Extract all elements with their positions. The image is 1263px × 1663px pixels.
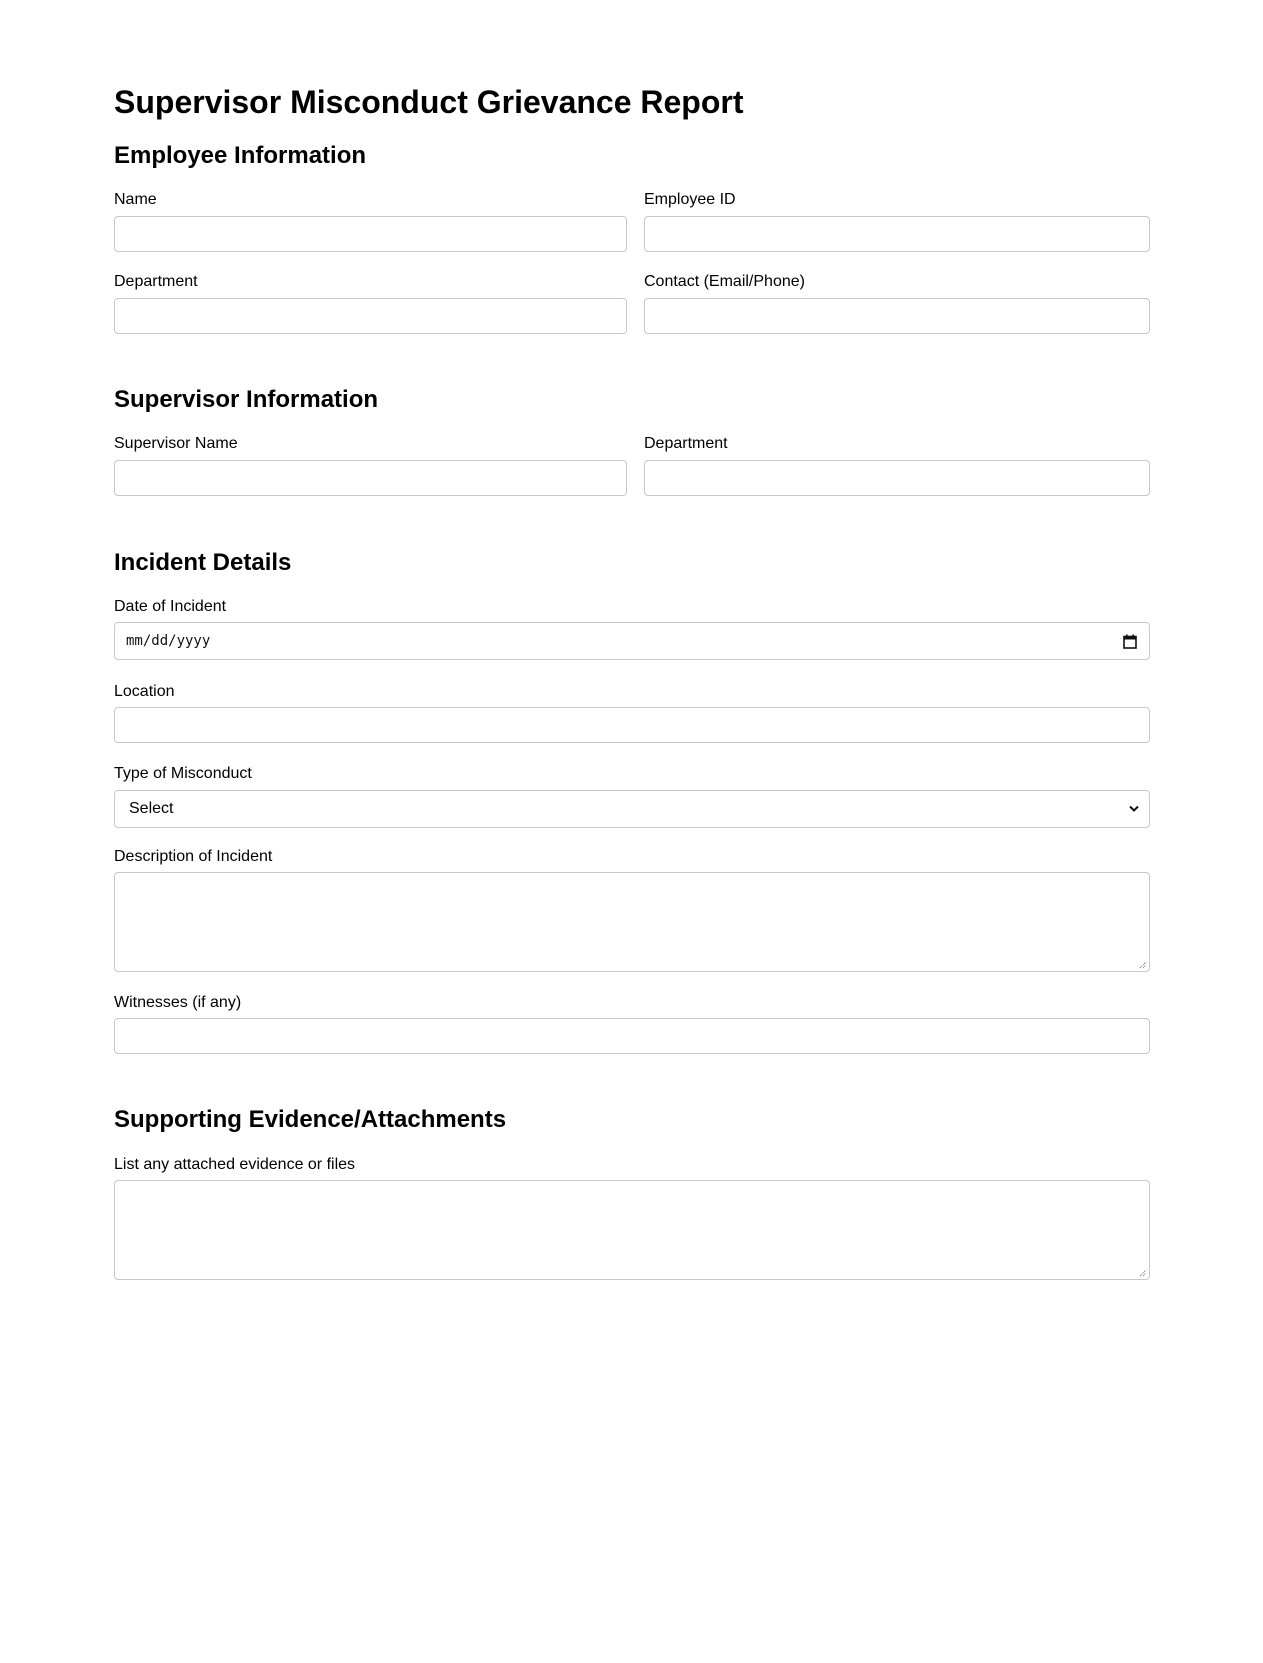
date-placeholder: mm/dd/yyyy bbox=[126, 633, 211, 649]
name-label: Name bbox=[114, 191, 157, 208]
resize-grip-icon[interactable] bbox=[1139, 961, 1147, 969]
date-label: Date of Incident bbox=[114, 598, 227, 615]
location-label: Location bbox=[114, 683, 175, 700]
location-input[interactable] bbox=[114, 707, 1150, 743]
supervisor-department-input[interactable] bbox=[644, 460, 1150, 496]
evidence-label: List any attached evidence or files bbox=[114, 1156, 356, 1173]
resize-grip-icon[interactable] bbox=[1139, 1269, 1147, 1277]
employee-id-input[interactable] bbox=[644, 216, 1150, 252]
supervisor-name-input[interactable] bbox=[114, 460, 627, 496]
misconduct-type-select[interactable] bbox=[114, 790, 1150, 828]
witnesses-label: Witnesses (if any) bbox=[114, 994, 242, 1011]
section-heading-incident: Incident Details bbox=[114, 549, 292, 576]
department-label: Department bbox=[114, 273, 198, 290]
description-textarea[interactable] bbox=[114, 872, 1150, 972]
employee-id-label: Employee ID bbox=[644, 191, 736, 208]
misconduct-type-label: Type of Misconduct bbox=[114, 765, 252, 782]
section-heading-supervisor: Supervisor Information bbox=[114, 386, 379, 413]
supervisor-department-label: Department bbox=[644, 435, 728, 452]
witnesses-input[interactable] bbox=[114, 1018, 1150, 1054]
evidence-textarea[interactable] bbox=[114, 1180, 1150, 1280]
section-heading-evidence: Supporting Evidence/Attachments bbox=[114, 1106, 507, 1133]
date-input[interactable] bbox=[114, 622, 1150, 660]
contact-label: Contact (Email/Phone) bbox=[644, 273, 805, 290]
name-input[interactable] bbox=[114, 216, 627, 252]
contact-input[interactable] bbox=[644, 298, 1150, 334]
section-heading-employee: Employee Information bbox=[114, 142, 367, 169]
description-label: Description of Incident bbox=[114, 848, 273, 865]
select-value: Select bbox=[129, 800, 174, 817]
department-input[interactable] bbox=[114, 298, 627, 334]
supervisor-name-label: Supervisor Name bbox=[114, 435, 238, 452]
page-title: Supervisor Misconduct Grievance Report bbox=[114, 84, 744, 120]
calendar-icon[interactable] bbox=[1123, 634, 1137, 649]
chevron-down-icon bbox=[1129, 805, 1139, 813]
